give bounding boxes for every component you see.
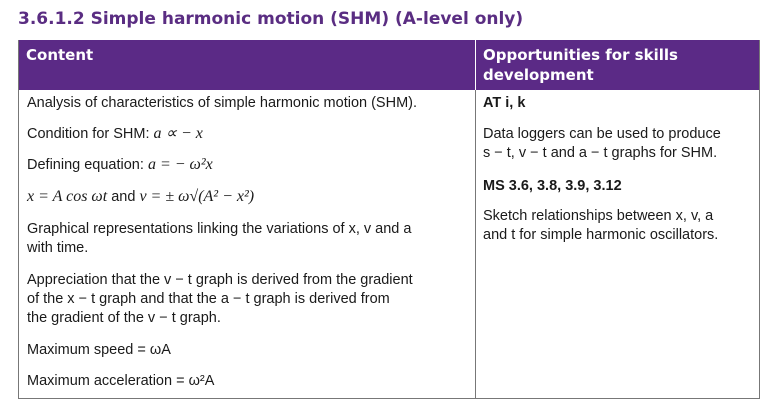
- graphical-line1: Graphical representations linking the variations of x, v and a: [27, 221, 412, 237]
- condition-label: Condition for SHM:: [27, 126, 150, 142]
- appreciation-line1: Appreciation that the v − t graph is derived from the gradient: [27, 272, 413, 288]
- content-header-label: Content: [26, 46, 94, 64]
- content-shm-condition: [27, 124, 203, 144]
- graphical-line2: with time.: [27, 240, 89, 256]
- skills-ms: MS 3.6, 3.8, 3.9, 3.12: [483, 178, 622, 194]
- appreciation-line2: of the x − t graph and that the a − t graph is derived from: [27, 291, 390, 307]
- defining-equation-formula: a = − ω²x: [147, 156, 213, 173]
- column-divider: [475, 90, 476, 398]
- displacement-equation: x = A cos ωt: [27, 188, 108, 205]
- skills-sketch: [483, 207, 718, 245]
- skills-header-label: [483, 45, 753, 85]
- data-loggers-line1: Data loggers can be used to produce: [483, 126, 721, 142]
- skills-header-line2: development: [483, 66, 594, 84]
- content-gradient-appreciation: [27, 271, 413, 328]
- skills-data-loggers: [483, 125, 721, 163]
- and-word: and: [111, 189, 136, 205]
- skills-column-header: [476, 40, 759, 90]
- content-shm-analysis: Analysis of characteristics of simple harmonic motion (SHM).: [27, 95, 418, 111]
- condition-equation: a ∝ − x: [153, 125, 203, 142]
- content-displacement-velocity: [27, 187, 254, 207]
- sketch-line1: Sketch relationships between x, v, a: [483, 208, 714, 224]
- data-loggers-line2: s − t, v − t and a − t graphs for SHM.: [483, 145, 718, 161]
- skills-header-line1: Opportunities for skills: [483, 46, 678, 64]
- section-heading: 3.6.1.2 Simple harmonic motion (SHM) (A-level only): [18, 9, 524, 29]
- content-defining-equation: [27, 155, 213, 175]
- content-graphical-representations: [27, 220, 411, 258]
- content-maximum-acceleration: Maximum acceleration = ω²A: [27, 373, 215, 389]
- content-column-header: [19, 40, 475, 90]
- sketch-line2: and t for simple harmonic oscillators.: [483, 227, 719, 243]
- velocity-equation: v = ± ω√(A² − x²): [139, 188, 255, 205]
- skills-at: AT i, k: [483, 95, 526, 111]
- defining-equation-label: Defining equation:: [27, 157, 144, 173]
- content-maximum-speed: Maximum speed = ωA: [27, 342, 171, 358]
- specification-table: [18, 40, 760, 399]
- appreciation-line3: the gradient of the v − t graph.: [27, 310, 221, 326]
